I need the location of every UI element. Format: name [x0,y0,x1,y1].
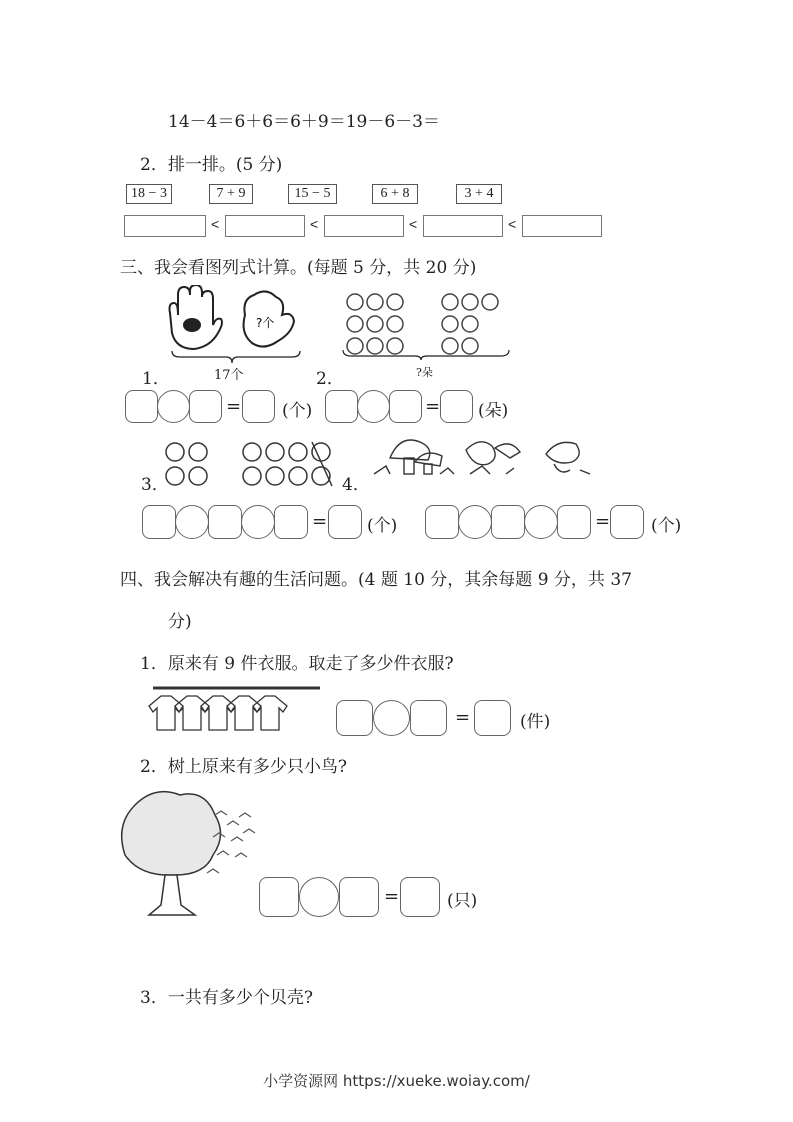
operator-circle[interactable] [357,390,390,423]
unit-label: (件) [520,712,551,732]
equals-sign: = [312,511,328,532]
unit-label: (个) [651,516,682,536]
answer-square[interactable] [328,505,362,539]
equals-sign: = [595,511,611,532]
answer-square[interactable] [410,700,447,736]
q2-title: 2．排一排。(5 分) [140,155,283,175]
equals-sign: = [226,396,242,417]
answer-blank[interactable] [522,215,602,237]
operator-circle[interactable] [299,877,339,917]
answer-square[interactable] [242,390,275,423]
unit-label: (个) [367,516,398,536]
problem-number: 2． [316,369,344,389]
problem-number: 1． [142,369,170,389]
s4-q2: 2．树上原来有多少只小鸟? [140,757,347,777]
equals-sign: = [455,707,471,728]
operator-circle[interactable] [524,505,558,539]
s4-q1: 1．原来有 9 件衣服。取走了多少件衣服? [140,654,454,674]
answer-square[interactable] [259,877,299,917]
answer-blank[interactable] [225,215,305,237]
answer-blank[interactable] [124,215,206,237]
less-than: < [409,216,418,232]
mushrooms-picture [370,430,600,490]
hand-question-label: ?个 [256,316,275,330]
s4-q3: 3．一共有多少个贝壳? [140,988,313,1008]
section4-title: 四、我会解决有趣的生活问题。(4 题 10 分，其余每题 9 分，共 37 [120,570,632,590]
answer-blank[interactable] [423,215,503,237]
flowers-picture [335,288,515,363]
answer-square[interactable] [142,505,176,539]
answer-square[interactable] [491,505,525,539]
sort-item: 18 − 3 [126,184,172,204]
section4-title-cont: 分) [168,612,192,632]
unit-label: (个) [282,401,313,421]
answer-square[interactable] [610,505,644,539]
problem-number: 4． [342,475,370,495]
page-footer: 小学资源网 https://xueke.woiay.com/ [263,1072,530,1090]
answer-square[interactable] [274,505,308,539]
answer-square[interactable] [208,505,242,539]
answer-square[interactable] [474,700,511,736]
flowers-total-label: ?朵 [416,366,433,379]
less-than: < [508,216,517,232]
operator-circle[interactable] [373,700,410,736]
less-than: < [211,216,220,232]
operator-circle[interactable] [241,505,275,539]
unit-label: (只) [447,891,478,911]
sort-item: 3 + 4 [456,184,502,204]
sort-item: 7 + 9 [209,184,253,204]
answer-square[interactable] [425,505,459,539]
problem-number: 3． [141,475,169,495]
equals-sign: = [384,886,400,907]
operator-circle[interactable] [458,505,492,539]
answer-square[interactable] [339,877,379,917]
sort-item: 6 + 8 [372,184,418,204]
circles-picture [160,440,340,490]
answer-blank[interactable] [324,215,404,237]
answer-square[interactable] [400,877,440,917]
expression-line: 14－4＝6＋6＝6＋9＝19－6－3＝ [168,112,440,132]
clothes-picture [145,684,325,734]
tree-birds-picture [115,785,265,925]
less-than: < [310,216,319,232]
answer-square[interactable] [440,390,473,423]
answer-square[interactable] [189,390,222,423]
sort-item: 15 − 5 [288,184,337,204]
operator-circle[interactable] [157,390,190,423]
unit-label: (朵) [478,401,509,421]
answer-square[interactable] [336,700,373,736]
hands-total-label: 17个 [214,368,244,383]
answer-square[interactable] [125,390,158,423]
equals-sign: = [425,396,441,417]
answer-square[interactable] [325,390,358,423]
section3-title: 三、我会看图列式计算。(每题 5 分，共 20 分) [120,258,477,278]
operator-circle[interactable] [175,505,209,539]
answer-square[interactable] [389,390,422,423]
answer-square[interactable] [557,505,591,539]
